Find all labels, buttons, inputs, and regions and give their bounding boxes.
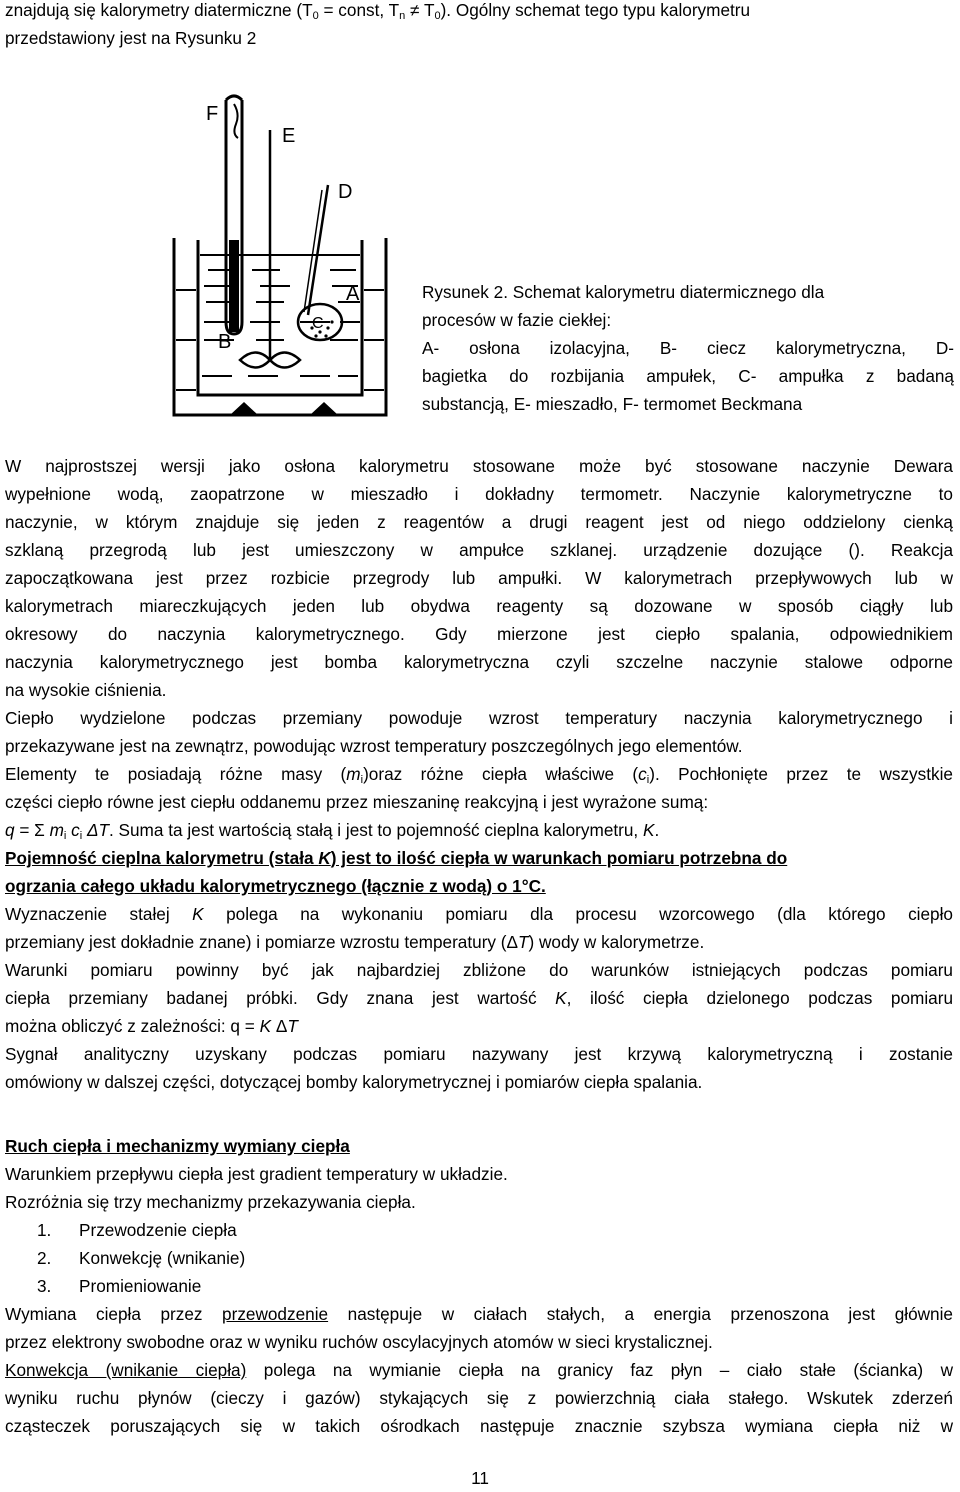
label-E: E — [282, 125, 296, 147]
convection-line: Konwekcja (wnikanie ciepła) polega na wymianie ciepła na granicy faz płyn – ciało stałe (ścianka) w — [5, 1360, 953, 1380]
caption-line-3: A- osłona izolacyjna, B- ciecz kalorymetryczna, D- — [422, 338, 954, 358]
paragraph-calorimeter-vessel — [5, 452, 953, 704]
para3-line: przemiany jest dokładnie znane) i pomiarze wzrostu temperatury (ΔT) wody w kalorymetrze. — [5, 932, 705, 952]
label-F: F — [206, 103, 219, 125]
para2-line: przekazywane jest na zewnątrz, powodując wzrost temperatury poszczególnych jego elementów. — [5, 736, 743, 756]
para1-line: na wysokie ciśnienia. — [5, 680, 167, 700]
para2-line: Elementy te posiadają różne masy $(m_i)oraz$ różne ciepła właściwe $(c_i)$. Pochłonięte przez te wszystkie — [5, 764, 953, 786]
paragraph-heat-released — [5, 704, 953, 844]
label-B: B — [218, 331, 232, 353]
paragraph-constant-determination — [5, 900, 953, 1096]
section-line: Warunkiem przepływu ciepła jest gradient temperatury w układzie. — [5, 1164, 508, 1184]
paragraph-conduction-convection — [5, 1300, 953, 1440]
section-heading: Ruch ciepła i mechanizmy wymiany ciepła — [5, 1136, 350, 1156]
para1-line: naczynie, w którym znajduje się jeden z reagentów a drugi reagent jest od niego oddzielony cienką — [5, 512, 953, 532]
section-line: Rozróżnia się trzy mechanizmy przekazywania ciepła. — [5, 1192, 416, 1212]
para1-line: kalorymetrach miareczkujących jeden lub obydwa reagenty są dozowane w sposób ciągły lub — [5, 596, 953, 616]
figure-caption — [422, 278, 954, 418]
list-item: 1. Przewodzenie ciepła — [37, 1220, 237, 1240]
calorimeter-diagram — [160, 90, 410, 420]
label-D: D — [338, 181, 353, 203]
sum-formula-line: q = Σ $m_i$ $c_i$ ΔT. Suma ta jest wartością stałą i jest to pojemność cieplna kalorymetru, K. — [5, 820, 660, 842]
list-item: 3. Promieniowanie — [37, 1276, 202, 1296]
conduction-line: Wymiana ciepła przez przewodzenie następuje w ciałach stałych, a energia przenoszona jest głównie — [5, 1304, 953, 1324]
label-C: C — [312, 315, 324, 332]
list-item: 2. Konwekcję (wnikanie) — [37, 1248, 246, 1268]
caption-line-2: procesów w fazie ciekłej: — [422, 310, 612, 330]
page-number: 11 — [471, 1468, 489, 1488]
caption-line-5: substancją, E- mieszadło, F- termomet Beckmana — [422, 394, 803, 414]
para2-line: części ciepło równe jest ciepłu oddanemu przez mieszaninę reakcyjną i jest wyrażone sumą: — [5, 792, 709, 812]
para3-line: omówiony w dalszej części, dotyczącej bomby kalorymetrycznej i pomiarów ciepła spalania. — [5, 1072, 703, 1092]
para3-line: ciepła przemiany badanej próbki. Gdy znana jest wartość K, ilość ciepła dzielonego podczas pomiaru — [5, 988, 953, 1008]
para1-line: szklaną przegrodą lub jest umieszczony w ampułce szklanej. urządzenie dozujące (). Reakcja — [5, 540, 953, 560]
para1-line: wypełnione wodą, zaopatrzone w mieszadło i dokładny termometr. Naczynie kalorymetryczne to — [5, 484, 953, 504]
caption-line-1: Rysunek 2. Schemat kalorymetru diatermicznego dla — [422, 282, 825, 302]
para3-line: Wyznaczenie stałej K polega na wykonaniu pomiaru dla procesu wzorcowego (dla którego ciepło — [5, 904, 953, 924]
convection-line: cząsteczek poruszających się w takich ośrodkach następuje znacznie szybsza wymiana ciepła niż w — [5, 1416, 953, 1436]
mechanisms-list — [37, 1216, 245, 1300]
para3-line: Warunki pomiaru powinny być jak najbardziej zbliżone do warunków istniejących podczas pomiaru — [5, 960, 953, 980]
intro-line-2: przedstawiony jest na Rysunku 2 — [5, 28, 257, 48]
definition-line: ogrzania całego układu kalorymetrycznego (łącznie z wodą) o 1°C. — [5, 876, 546, 896]
conduction-line: przez elektrony swobodne oraz w wyniku ruchów oscylacyjnych atomów w sieci krystalicznej. — [5, 1332, 713, 1352]
definition-heat-capacity — [5, 844, 953, 900]
section-heat-transfer — [5, 1132, 953, 1216]
para1-line: okresowy do naczynia kalorymetrycznego. Gdy mierzone jest ciepło spalania, odpowiednikiem — [5, 624, 953, 644]
para2-line: Ciepło wydzielone podczas przemiany powoduje wzrost temperatury naczynia kalorymetrycznego i — [5, 708, 953, 728]
para1-line: zapoczątkowana jest przez rozbicie przegrody lub ampułki. W kalorymetrach przepływowych lub w — [5, 568, 953, 588]
para3-formula-line: można obliczyć z zależności: q = K ΔT — [5, 1016, 298, 1036]
convection-line: wyniku ruchu płynów (cieczy i gazów) stykających się z powierzchnią ciała stałego. Wskutek zderzeń — [5, 1388, 953, 1408]
para1-line: W najprostszej wersji jako osłona kalorymetru stosowane może być stosowane naczynie Dewara — [5, 456, 953, 476]
para1-line: naczynia kalorymetrycznego jest bomba kalorymetryczna czyli szczelne naczynie stalowe odporne — [5, 652, 953, 672]
para3-line: Sygnał analityczny uzyskany podczas pomiaru nazywany jest krzywą kalorymetryczną i zostanie — [5, 1044, 953, 1064]
label-A: A — [346, 283, 360, 305]
caption-line-4: bagietka do rozbijania ampułek, C- ampułka z badaną — [422, 366, 954, 386]
intro-line-1: znajdują się kalorymetry diatermiczne ($T_0$ = const, $T_n \ne T_0$). Ogólny schemat tego typu kalorymetru — [5, 0, 751, 22]
definition-line: Pojemność cieplna kalorymetru (stała K) jest to ilość ciepła w warunkach pomiaru potrzebna do — [5, 848, 788, 868]
